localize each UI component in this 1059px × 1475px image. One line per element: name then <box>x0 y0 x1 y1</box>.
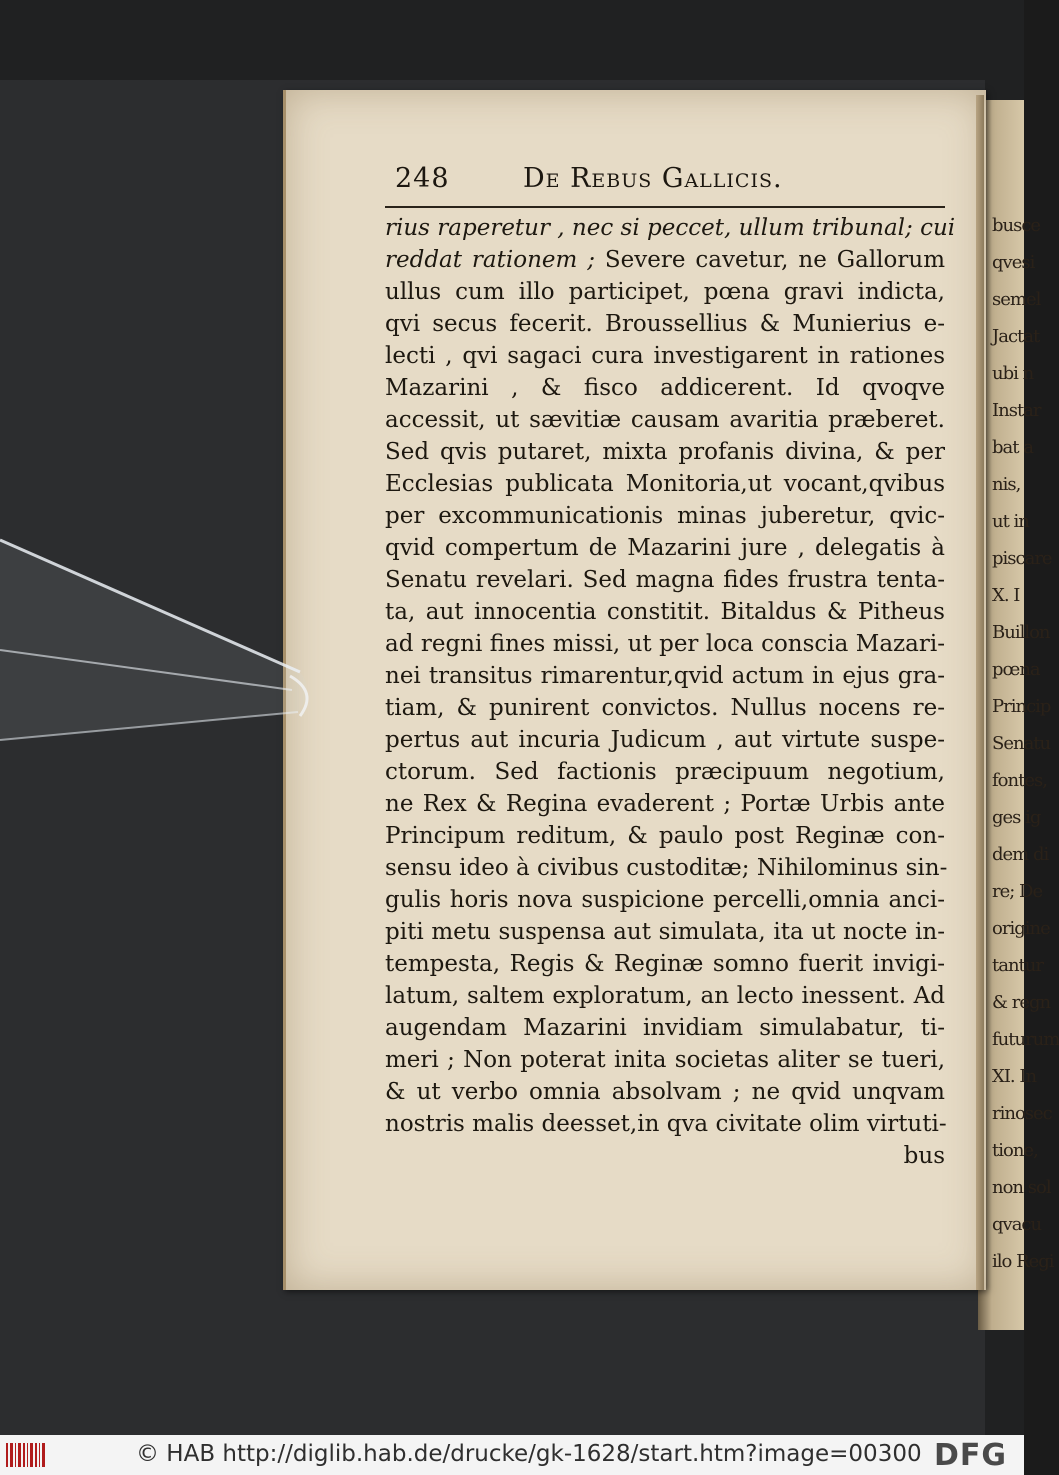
facing-page-fragment: bat a <box>992 437 1033 458</box>
text-line: ullus cum illo participet, pœna gravi indicta, <box>385 279 945 305</box>
text-line-italic-part: reddat rationem ; <box>385 247 595 273</box>
facing-page-fragment: piscare <box>992 548 1052 569</box>
text-line: augendam Mazarini invidiam simulabatur, ti- <box>385 1015 945 1041</box>
facing-page-fragment: tione, <box>992 1140 1038 1161</box>
text-line: sensu ideo à civibus custoditæ; Nihilominus sin- <box>385 855 948 881</box>
facing-page-fragment: Senatu <box>992 733 1051 754</box>
catchword: bus <box>903 1143 945 1169</box>
footer-credit-url[interactable]: © HAB http://diglib.hab.de/drucke/gk-1628/start.htm?image=00300 <box>136 1441 922 1467</box>
text-line: ne Rex & Regina evaderent ; Portæ Urbis ante <box>385 791 945 817</box>
footer-bar <box>0 1435 1024 1475</box>
facing-page-fragment: Buillon <box>992 622 1050 643</box>
facing-page-fragment: Jactat <box>992 326 1040 347</box>
text-line: gulis horis nova suspicione percelli,omnia anci- <box>385 887 945 913</box>
facing-page-fragment: non sol <box>992 1177 1051 1198</box>
facing-page-fragment: Princip <box>992 696 1051 717</box>
text-line <box>385 244 945 276</box>
text-line: pertus aut incuria Judicum , aut virtute suspe- <box>385 727 945 753</box>
text-line: rius raperetur , nec si peccet, ullum tribunal; cui <box>385 215 956 241</box>
text-line: Mazarini , & fisco addicerent. Id qvoqve <box>385 375 945 401</box>
facing-page-fragment: ilo Regi <box>992 1251 1054 1272</box>
text-line: latum, saltem exploratum, an lecto inessent. Ad <box>385 983 945 1009</box>
facing-page-fragment: tantur <box>992 955 1043 976</box>
text-line: lecti , qvi sagaci cura investigarent in rationes <box>385 343 945 369</box>
facing-page-fragment: Instar <box>992 400 1041 421</box>
facing-page-fragment: qvacu <box>992 1214 1042 1235</box>
facing-page-fragment: futurum <box>992 1029 1059 1050</box>
text-line: ad regni fines missi, ut per loca conscia Mazari- <box>385 631 945 657</box>
page-gutter-edge <box>976 95 984 1290</box>
text-line: Senatu revelari. Sed magna fides frustra tenta- <box>385 567 945 593</box>
text-line: & ut verbo omnia absolvam ; ne qvid unqvam <box>385 1079 945 1105</box>
header-rule <box>385 206 945 208</box>
text-line: ctorum. Sed factionis præcipuum negotium, <box>385 759 945 785</box>
facing-page-fragment: qvesi <box>992 252 1035 273</box>
text-line: Sed qvis putaret, mixta profanis divina, & per <box>385 439 945 465</box>
text-line: nei transitus rimarentur,qvid actum in ejus gra- <box>385 663 945 689</box>
barcode-icon <box>6 1443 46 1467</box>
facing-page-fragment: & regn <box>992 992 1051 1013</box>
facing-page-fragment: origine <box>992 918 1050 939</box>
facing-page-fragment: nis, <box>992 474 1021 495</box>
text-line: tiam, & punirent convictos. Nullus nocens re- <box>385 695 945 721</box>
facing-page-fragment: semel <box>992 289 1041 310</box>
facing-page-fragment: fontes, <box>992 770 1047 791</box>
text-line: ta, aut innocentia constitit. Bitaldus & Pitheus <box>385 599 945 625</box>
text-line: nostris malis deesset,in qva civitate olim virtuti- <box>385 1111 947 1137</box>
dfg-logo: DFG <box>934 1438 1008 1473</box>
facing-page-fragment: X. I <box>992 585 1020 606</box>
text-line: per excommunicationis minas juberetur, qvic- <box>385 503 945 529</box>
text-line-roman-part: Severe cavetur, ne Gallorum <box>595 247 946 273</box>
text-line: piti metu suspensa aut simulata, ita ut nocte in- <box>385 919 945 945</box>
facing-page-fragment: pœna <box>992 659 1040 680</box>
facing-page-fragment: ubi n <box>992 363 1034 384</box>
text-line: Principum reditum, & paulo post Reginæ con- <box>385 823 945 849</box>
running-head <box>395 163 875 203</box>
page-header-title: De Rebus Gallicis. <box>523 163 783 194</box>
text-line: meri ; Non poterat inita societas aliter se tueri, <box>385 1047 945 1073</box>
text-line: qvi secus fecerit. Broussellius & Munierius e- <box>385 311 945 337</box>
facing-page-fragment: rinosec <box>992 1103 1052 1124</box>
facing-page-fragment: dem di <box>992 844 1049 865</box>
page-number: 248 <box>395 163 450 194</box>
facing-page-fragment: XI. In <box>992 1066 1037 1087</box>
text-line: qvid compertum de Mazarini jure , delegatis à <box>385 535 945 561</box>
facing-page-fragment: busce <box>992 215 1041 236</box>
text-line: accessit, ut sævitiæ causam avaritia præberet. <box>385 407 945 433</box>
facing-page-fragment: ut in <box>992 511 1029 532</box>
text-line: tempesta, Regis & Reginæ somno fuerit invigi- <box>385 951 945 977</box>
body-text <box>385 212 956 1172</box>
text-line: Ecclesias publicata Monitoria,ut vocant,qvibus <box>385 471 945 497</box>
facing-page-fragment: ges ig <box>992 807 1041 828</box>
facing-page-fragment: re; De <box>992 881 1043 902</box>
